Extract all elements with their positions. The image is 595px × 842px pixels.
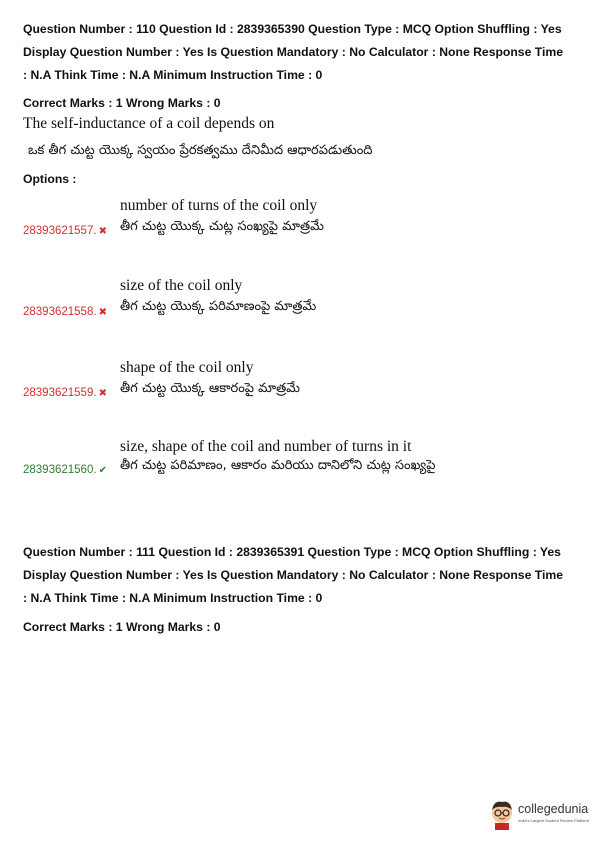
question-111-marks: Correct Marks : 1 Wrong Marks : 0 bbox=[23, 620, 221, 634]
option-2-text-en: size of the coil only bbox=[120, 277, 243, 294]
option-1-id-text: 28393621557. bbox=[23, 225, 97, 237]
question-text-te: ఒక తీగ చుట్ట యొక్క స్వయం ప్రేరకత్వము దేనిమీద ఆధారపడుతుంది bbox=[28, 143, 373, 158]
option-2-id bbox=[23, 306, 107, 318]
question-110-marks: Correct Marks : 1 Wrong Marks : 0 bbox=[23, 96, 221, 110]
mascot-icon bbox=[488, 800, 516, 830]
cross-icon: ✖ bbox=[98, 307, 107, 318]
question-text-en: The self-inductance of a coil depends on bbox=[23, 115, 275, 132]
option-4-text-en: size, shape of the coil and number of turns in it bbox=[120, 438, 412, 455]
option-3-text-te: తీగ చుట్ట యొక్క ఆకారంపై మాత్రమే bbox=[120, 381, 300, 396]
cross-icon: ✖ bbox=[98, 226, 107, 237]
cross-icon: ✖ bbox=[98, 388, 107, 399]
option-4-id bbox=[23, 464, 107, 476]
option-1-text-te: తీగ చుట్ట యొక్క చుట్ల సంఖ్యపై మాత్రమే bbox=[120, 219, 324, 234]
option-2-text-te: తీగ చుట్ట యొక్క పరిమాణంపై మాత్రమే bbox=[120, 299, 317, 314]
option-4-id-text: 28393621560. bbox=[23, 464, 97, 476]
options-label: Options : bbox=[23, 172, 77, 186]
option-1-text-en: number of turns of the coil only bbox=[120, 197, 318, 214]
check-icon: ✔ bbox=[98, 465, 107, 476]
option-3-text-en: shape of the coil only bbox=[120, 359, 254, 376]
option-4-text-te: తీగ చుట్ట పరిమాణం, ఆకారం మరియు దానిలోని చుట్ల సంఖ్యపై bbox=[120, 458, 436, 473]
option-1-id bbox=[23, 225, 107, 237]
collegedunia-logo bbox=[488, 800, 592, 830]
option-3-id-text: 28393621559. bbox=[23, 387, 97, 399]
question-110-meta: Question Number : 110 Question Id : 2839365390 Question Type : MCQ Option Shuffling : Yes Display Question Number : Yes Is Question Mandatory : No Calculator : None Response Time : N.A Think Time : N.A Minimum Instruction Time : 0 bbox=[23, 22, 563, 82]
logo-name: collegedunia bbox=[518, 802, 589, 816]
question-111-meta: Question Number : 111 Question Id : 2839365391 Question Type : MCQ Option Shuffling : Yes Display Question Number : Yes Is Question Mandatory : No Calculator : None Response Time : N.A Think Time : N.A Minimum Instruction Time : 0 bbox=[23, 545, 563, 605]
logo-tagline: India's Largest Student Review Platform bbox=[518, 818, 590, 823]
option-3-id bbox=[23, 387, 107, 399]
option-2-id-text: 28393621558. bbox=[23, 306, 97, 318]
